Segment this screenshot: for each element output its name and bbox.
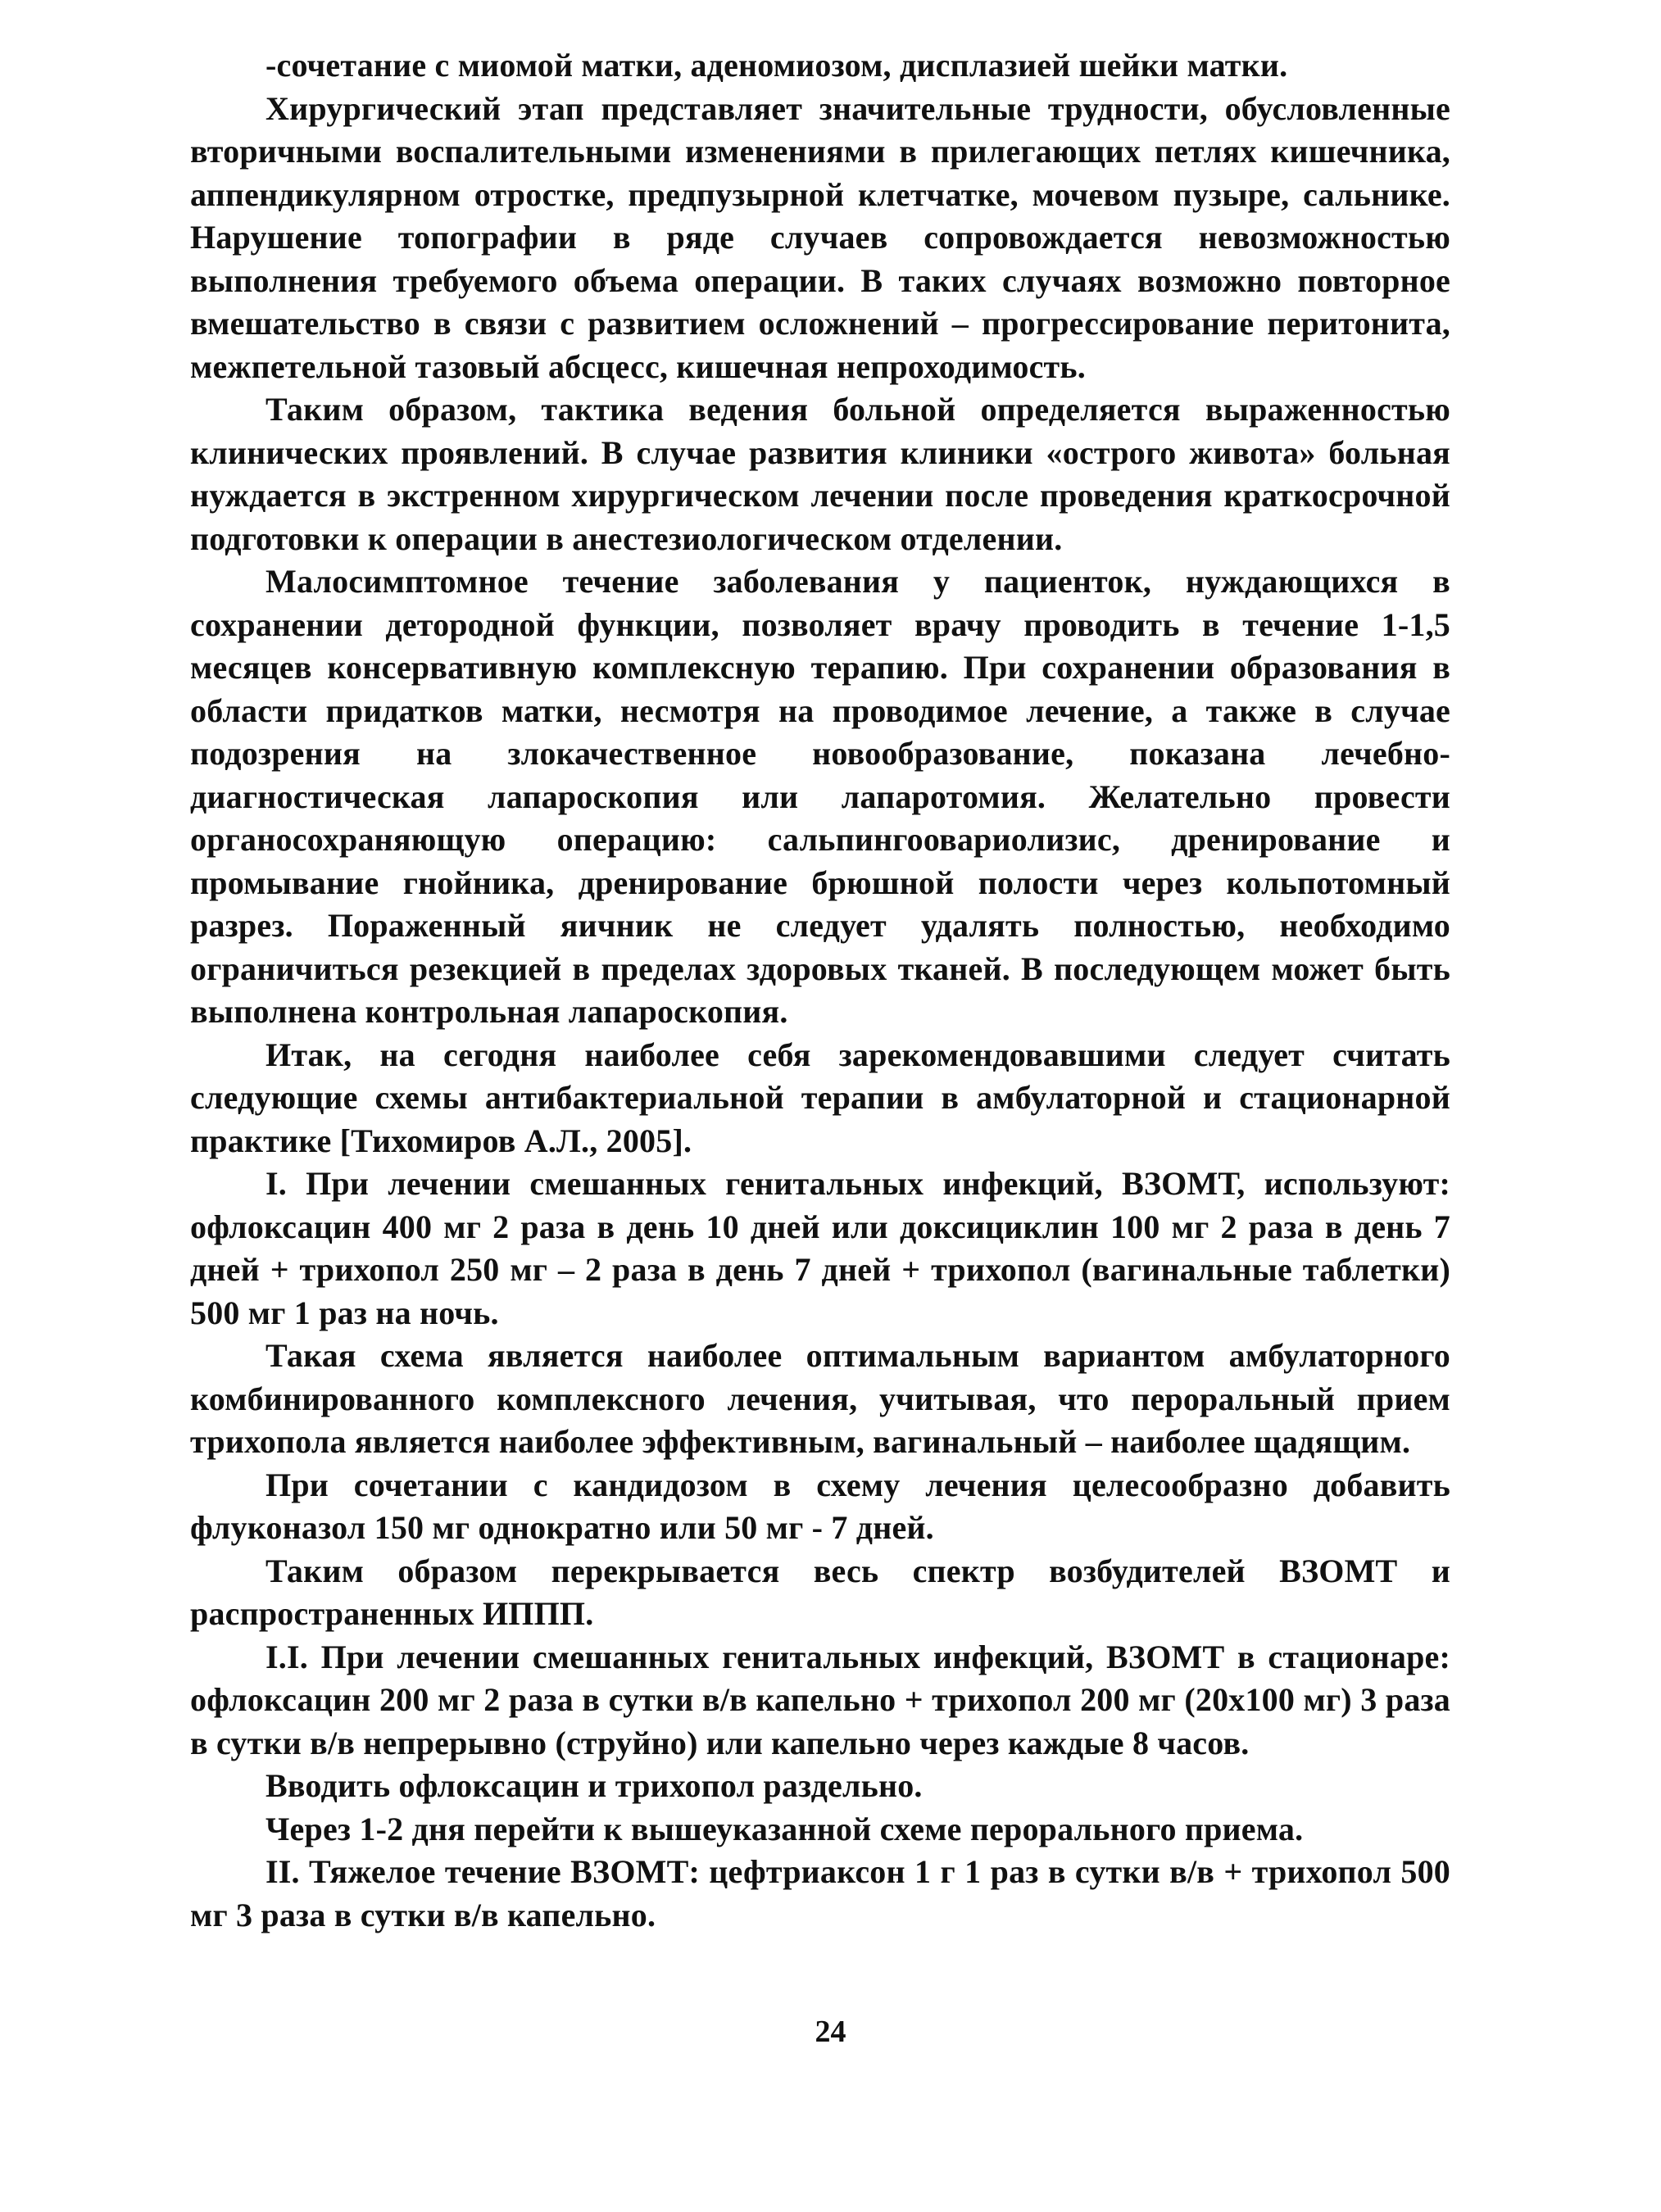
page-number: 24 xyxy=(815,2015,846,2049)
paragraph-5: Итак, на сегодня наиболее себя зарекомендовавшими следует считать следующие схемы антибактериальной терапии в амбулаторной и стационарной практике [Тихомиров А.Л., 2005]. xyxy=(190,1036,1450,1159)
paragraph-4: Малосимптомное течение заболевания у пациенток, нуждающихся в сохранении детородной функции, позволяет врачу проводить в течение 1-1,5 месяцев консервативную комплексную терапию. При сохранении образования в области придатков матки, несмотря на проводимое лечение, а также в случае подозрения на злокачественное новообразование, показана лечебно-диагностическая лапароскопия или лапаротомия. Желательно провести органосохраняющую операцию: сальпингоовариолизис, дренирование и промывание гнойника, дренирование брюшной полости через кольпотомный разрез. Пораженный яичник не следует удалять полностью, необходимо ограничиться резекцией в пределах здоровых тканей. В последующем может быть выполнена контрольная лапароскопия. xyxy=(190,563,1450,1030)
document-body xyxy=(190,44,1450,1937)
paragraph-13: II. Тяжелое течение ВЗОМТ: цефтриаксон 1 г 1 раз в сутки в/в + трихопол 500 мг 3 раза в сутки в/в капельно. xyxy=(190,1853,1450,1933)
paragraph-1: -сочетание с миомой матки, аденомиозом, дисплазией шейки матки. xyxy=(265,47,1288,84)
paragraph-11: Вводить офлоксацин и трихопол раздельно. xyxy=(265,1767,923,1804)
paragraph-10: I.I. При лечении смешанных генитальных инфекций, ВЗОМТ в стационаре: офлоксацин 200 мг 2 раза в сутки в/в капельно + трихопол 200 мг (20х100 мг) 3 раза в сутки в/в непрерывно (струйно) или капельно через каждые 8 часов. xyxy=(190,1638,1450,1761)
paragraph-2: Хирургический этап представляет значительные трудности, обусловленные вторичными воспалительными изменениями в прилегающих петлях кишечника, аппендикулярном отростке, предпузырной клетчатке, мочевом пузыре, сальнике. Нарушение топографии в ряде случаев сопровождается невозможностью выполнения требуемого объема операции. В таких случаях возможно повторное вмешательство в связи с развитием осложнений – прогрессирование перитонита, межпетельной тазовый абсцесс, кишечная непроходимость. xyxy=(190,89,1450,385)
paragraph-9: Таким образом перекрывается весь спектр возбудителей ВЗОМТ и распространенных ИППП. xyxy=(190,1552,1450,1632)
paragraph-6: I. При лечении смешанных генитальных инфекций, ВЗОМТ, используют: офлоксацин 400 мг 2 раза в день 10 дней или доксициклин 100 мг 2 раза в день 7 дней + трихопол 250 мг – 2 раза в день 7 дней + трихопол (вагинальные таблетки) 500 мг 1 раз на ночь. xyxy=(190,1165,1450,1331)
paragraph-12: Через 1-2 дня перейти к вышеуказанной схеме перорального приема. xyxy=(265,1810,1304,1847)
paragraph-7: Такая схема является наиболее оптимальным вариантом амбулаторного комбинированного комплексного лечения, учитывая, что пероральный прием трихопола является наиболее эффективным, вагинальный – наиболее щадящим. xyxy=(190,1337,1450,1460)
paragraph-3: Таким образом, тактика ведения больной определяется выраженностью клинических проявлений. В случае развития клиники «острого живота» больная нуждается в экстренном хирургическом лечении после проведения краткосрочной подготовки к операции в анестезиологическом отделении. xyxy=(190,391,1450,557)
paragraph-8: При сочетании с кандидозом в схему лечения целесообразно добавить флуконазол 150 мг однократно или 50 мг - 7 дней. xyxy=(190,1466,1450,1546)
